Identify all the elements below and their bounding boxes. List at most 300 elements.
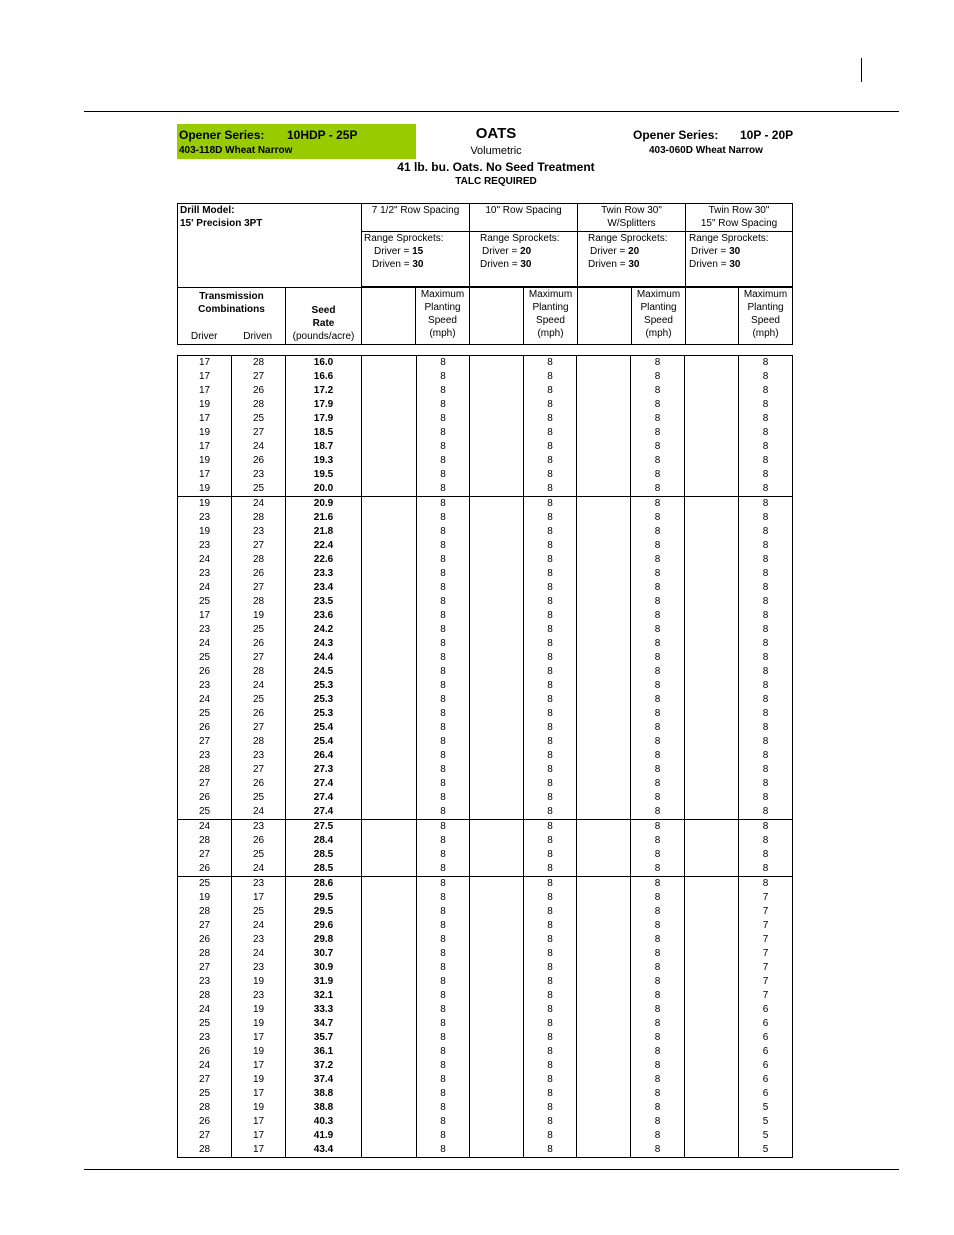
seed-rate-cell: 21.6 [286, 511, 362, 525]
driver-cell: 27 [178, 848, 232, 862]
speed-twin-15-cell: 7 [739, 919, 793, 933]
blank-cell [470, 567, 524, 581]
blank-cell [685, 862, 739, 877]
blank-cell [362, 961, 417, 975]
blank-cell [362, 412, 417, 426]
table-row [178, 1129, 793, 1143]
blank-cell [362, 1143, 417, 1158]
seed-rate-cell: 41.9 [286, 1129, 362, 1143]
seed-rate-header [286, 288, 362, 345]
blank-cell [685, 820, 739, 835]
blank-cell [685, 679, 739, 693]
seed-rate-cell: 22.4 [286, 539, 362, 553]
blank-cell [685, 1045, 739, 1059]
speed-7-5-cell: 8 [417, 834, 470, 848]
speed-7-5-cell: 8 [417, 933, 470, 947]
speed-7-5-cell: 8 [417, 735, 470, 749]
blank-cell [362, 567, 417, 581]
blank-cell [362, 440, 417, 454]
speed-10-cell: 8 [524, 933, 577, 947]
blank-cell [577, 581, 631, 595]
driven-cell: 27 [232, 651, 286, 665]
speed-twin-splitters-cell: 8 [631, 735, 685, 749]
driver-cell: 26 [178, 862, 232, 877]
blank-cell [685, 805, 739, 820]
speed-twin-splitters-cell: 8 [631, 497, 685, 512]
blank-cell [470, 440, 524, 454]
table-row [178, 919, 793, 933]
speed-twin-15-cell: 7 [739, 891, 793, 905]
speed-twin-splitters-cell: 8 [631, 721, 685, 735]
speed-10-cell: 8 [524, 1101, 577, 1115]
table-row [178, 707, 793, 721]
speed-10-cell: 8 [524, 735, 577, 749]
table-row [178, 426, 793, 440]
blank-cell [685, 581, 739, 595]
table-row [178, 609, 793, 623]
speed-7-5-cell: 8 [417, 384, 470, 398]
blank-cell [470, 665, 524, 679]
driver-cell: 19 [178, 398, 232, 412]
blank-cell [577, 398, 631, 412]
speed-twin-15-cell: 8 [739, 651, 793, 665]
seed-rate-cell: 20.0 [286, 482, 362, 497]
blank-cell [470, 482, 524, 497]
driver-cell: 27 [178, 1073, 232, 1087]
seed-rate-cell: 17.9 [286, 398, 362, 412]
blank-cell [685, 947, 739, 961]
speed-7-5-cell: 8 [417, 412, 470, 426]
speed-10-cell: 8 [524, 877, 577, 892]
speed-twin-15-cell: 8 [739, 735, 793, 749]
speed-7-5-cell: 8 [417, 721, 470, 735]
blank-cell [577, 440, 631, 454]
blank-cell [362, 609, 417, 623]
speed-twin-splitters-cell: 8 [631, 581, 685, 595]
blank-cell [577, 1031, 631, 1045]
speed-7-5-cell: 8 [417, 777, 470, 791]
driver-cell: 23 [178, 749, 232, 763]
blank-cell [577, 1087, 631, 1101]
blank-cell [577, 834, 631, 848]
speed-twin-splitters-cell: 8 [631, 553, 685, 567]
blank-cell [470, 693, 524, 707]
blank-header-1 [362, 288, 416, 345]
speed-twin-splitters-cell: 8 [631, 961, 685, 975]
seed-rate-cell: 28.5 [286, 848, 362, 862]
driven-cell: 26 [232, 384, 286, 398]
speed-twin-15-cell: 5 [739, 1115, 793, 1129]
table-row [178, 581, 793, 595]
table-row [178, 553, 793, 567]
blank-cell [362, 749, 417, 763]
blank-cell [577, 567, 631, 581]
blank-cell [577, 693, 631, 707]
driver-cell: 28 [178, 905, 232, 919]
driven-cell: 23 [232, 961, 286, 975]
table-row [178, 791, 793, 805]
blank-cell [577, 805, 631, 820]
seed-rate-cell: 18.7 [286, 440, 362, 454]
driven-cell: 28 [232, 735, 286, 749]
blank-cell [470, 595, 524, 609]
driver-cell: 27 [178, 1129, 232, 1143]
driven-cell: 25 [232, 623, 286, 637]
driver-cell: 24 [178, 1003, 232, 1017]
blank-cell [362, 947, 417, 961]
blank-cell [470, 905, 524, 919]
blank-cell [685, 735, 739, 749]
speed-7-5-cell: 8 [417, 1087, 470, 1101]
table-row [178, 975, 793, 989]
blank-cell [470, 975, 524, 989]
speed-7-5-cell: 8 [417, 679, 470, 693]
speed-7-5-cell: 8 [417, 848, 470, 862]
driver-cell: 24 [178, 820, 232, 835]
blank-cell [577, 609, 631, 623]
blank-cell [362, 525, 417, 539]
blank-cell [685, 905, 739, 919]
table-row [178, 567, 793, 581]
speed-twin-splitters-cell: 8 [631, 763, 685, 777]
table-row [178, 454, 793, 468]
blank-cell [577, 947, 631, 961]
driven-cell: 26 [232, 637, 286, 651]
blank-cell [577, 749, 631, 763]
seed-rate-cell: 22.6 [286, 553, 362, 567]
driver-cell: 17 [178, 609, 232, 623]
speed-twin-splitters-cell: 8 [631, 511, 685, 525]
rate-table-body [177, 355, 793, 1158]
transmission-header [178, 288, 286, 345]
driver-cell: 27 [178, 919, 232, 933]
speed-twin-splitters-cell: 8 [631, 919, 685, 933]
speed-10-cell: 8 [524, 581, 577, 595]
blank-cell [577, 595, 631, 609]
seed-rate-cell: 24.5 [286, 665, 362, 679]
speed-twin-15-cell: 8 [739, 356, 793, 371]
blank-cell [362, 356, 417, 371]
blank-cell [685, 1101, 739, 1115]
speed-twin-splitters-cell: 8 [631, 412, 685, 426]
driver-cell: 26 [178, 721, 232, 735]
blank-cell [577, 777, 631, 791]
speed-twin-splitters-cell: 8 [631, 595, 685, 609]
blank-cell [577, 721, 631, 735]
speed-twin-15-cell: 8 [739, 877, 793, 892]
speed-twin-15-cell: 8 [739, 862, 793, 877]
driven-cell: 26 [232, 567, 286, 581]
blank-cell [685, 525, 739, 539]
table-row [178, 595, 793, 609]
seed-rate-cell: 28.6 [286, 877, 362, 892]
blank-header-2 [470, 288, 524, 345]
speed-twin-splitters-cell: 8 [631, 370, 685, 384]
speed-twin-splitters-cell: 8 [631, 482, 685, 497]
blank-cell [577, 1129, 631, 1143]
speed-10-cell: 8 [524, 1031, 577, 1045]
blank-cell [362, 595, 417, 609]
spacing-cell-4 [686, 204, 793, 287]
driven-cell: 27 [232, 763, 286, 777]
spacing-title: 10" Row Spacing [470, 204, 577, 232]
speed-twin-splitters-cell: 8 [631, 679, 685, 693]
speed-twin-splitters-cell: 8 [631, 637, 685, 651]
speed-7-5-cell: 8 [417, 553, 470, 567]
speed-10-cell: 8 [524, 454, 577, 468]
speed-twin-15-cell: 8 [739, 440, 793, 454]
speed-7-5-cell: 8 [417, 370, 470, 384]
driven-cell: 27 [232, 721, 286, 735]
seed-rate-cell: 16.0 [286, 356, 362, 371]
table-row [178, 1073, 793, 1087]
speed-twin-splitters-cell: 8 [631, 356, 685, 371]
blank-cell [362, 1003, 417, 1017]
speed-10-cell: 8 [524, 975, 577, 989]
driver-cell: 28 [178, 834, 232, 848]
table-row [178, 356, 793, 371]
speed-7-5-cell: 8 [417, 567, 470, 581]
driver-cell: 27 [178, 961, 232, 975]
speed-10-cell: 8 [524, 356, 577, 371]
speed-twin-15-cell: 8 [739, 497, 793, 512]
blank-cell [577, 905, 631, 919]
blank-cell [470, 581, 524, 595]
blank-cell [362, 665, 417, 679]
driven-cell: 24 [232, 919, 286, 933]
table-row [178, 805, 793, 820]
driven-cell: 25 [232, 693, 286, 707]
blank-cell [577, 1073, 631, 1087]
speed-7-5-cell: 8 [417, 947, 470, 961]
speed-twin-15-cell: 8 [739, 384, 793, 398]
seed-rate-cell: 36.1 [286, 1045, 362, 1059]
speed-twin-15-cell: 6 [739, 1073, 793, 1087]
blank-cell [362, 511, 417, 525]
driven-cell: 23 [232, 933, 286, 947]
seed-rate-cell: 38.8 [286, 1101, 362, 1115]
blank-cell [470, 1087, 524, 1101]
right-opener-value: 10P - 20P [740, 128, 794, 142]
seed-rate-cell: 30.7 [286, 947, 362, 961]
seed-rate-cell: 43.4 [286, 1143, 362, 1158]
table-row [178, 497, 793, 512]
speed-twin-15-cell: 8 [739, 721, 793, 735]
speed-twin-15-cell: 8 [739, 539, 793, 553]
speed-twin-15-cell: 8 [739, 567, 793, 581]
speed-twin-splitters-cell: 8 [631, 468, 685, 482]
blank-cell [577, 637, 631, 651]
blank-cell [362, 1129, 417, 1143]
speed-twin-splitters-cell: 8 [631, 1059, 685, 1073]
table-row [178, 1045, 793, 1059]
drill-model-label: Drill Model: [180, 205, 235, 216]
blank-cell [362, 384, 417, 398]
seed-rate-cell: 27.4 [286, 791, 362, 805]
blank-cell [362, 1101, 417, 1115]
driver-cell: 19 [178, 426, 232, 440]
blank-cell [362, 820, 417, 835]
speed-7-5-cell: 8 [417, 961, 470, 975]
speed-twin-15-cell: 7 [739, 989, 793, 1003]
blank-cell [470, 1059, 524, 1073]
driver-cell: 19 [178, 525, 232, 539]
blank-cell [470, 735, 524, 749]
blank-cell [685, 651, 739, 665]
driven-cell: 17 [232, 891, 286, 905]
blank-cell [577, 919, 631, 933]
speed-10-cell: 8 [524, 862, 577, 877]
blank-cell [685, 707, 739, 721]
speed-7-5-cell: 8 [417, 1101, 470, 1115]
driver-sprocket: Driver = 15 [374, 246, 424, 257]
speed-10-cell: 8 [524, 707, 577, 721]
table-row [178, 370, 793, 384]
blank-cell [470, 454, 524, 468]
speed-10-cell: 8 [524, 370, 577, 384]
blank-cell [577, 370, 631, 384]
speed-twin-splitters-cell: 8 [631, 426, 685, 440]
spacing-title: 7 1/2" Row Spacing [362, 204, 469, 232]
blank-cell [362, 482, 417, 497]
table-row [178, 848, 793, 862]
speed-7-5-cell: 8 [417, 805, 470, 820]
blank-cell [470, 1045, 524, 1059]
blank-cell [470, 539, 524, 553]
blank-cell [685, 426, 739, 440]
speed-7-5-cell: 8 [417, 468, 470, 482]
blank-cell [362, 398, 417, 412]
speed-10-cell: 8 [524, 497, 577, 512]
driven-cell: 27 [232, 426, 286, 440]
blank-cell [362, 777, 417, 791]
blank-cell [470, 412, 524, 426]
driver-cell: 27 [178, 735, 232, 749]
driver-cell: 23 [178, 1031, 232, 1045]
blank-cell [685, 891, 739, 905]
speed-twin-splitters-cell: 8 [631, 1087, 685, 1101]
speed-twin-splitters-cell: 8 [631, 539, 685, 553]
seed-rate-cell: 16.6 [286, 370, 362, 384]
driven-cell: 28 [232, 398, 286, 412]
speed-twin-splitters-cell: 8 [631, 862, 685, 877]
speed-7-5-cell: 8 [417, 1017, 470, 1031]
table-row [178, 1101, 793, 1115]
blank-cell [685, 834, 739, 848]
speed-7-5-cell: 8 [417, 440, 470, 454]
driven-cell: 25 [232, 412, 286, 426]
speed-10-cell: 8 [524, 848, 577, 862]
seed-rate-cell: 33.3 [286, 1003, 362, 1017]
speed-twin-splitters-cell: 8 [631, 777, 685, 791]
table-row [178, 947, 793, 961]
blank-cell [470, 721, 524, 735]
driver-cell: 24 [178, 637, 232, 651]
driver-cell: 23 [178, 623, 232, 637]
table-row [178, 384, 793, 398]
blank-cell [577, 877, 631, 892]
driven-cell: 17 [232, 1129, 286, 1143]
driven-cell: 28 [232, 511, 286, 525]
table-row [178, 834, 793, 848]
driver-cell: 24 [178, 1059, 232, 1073]
speed-header-1: Maximum Planting Speed (mph) [416, 288, 470, 345]
speed-twin-splitters-cell: 8 [631, 891, 685, 905]
driver-cell: 28 [178, 989, 232, 1003]
speed-10-cell: 8 [524, 693, 577, 707]
speed-7-5-cell: 8 [417, 791, 470, 805]
speed-7-5-cell: 8 [417, 1143, 470, 1158]
speed-twin-splitters-cell: 8 [631, 877, 685, 892]
table-row [178, 877, 793, 892]
blank-cell [362, 848, 417, 862]
table-row [178, 777, 793, 791]
driven-sprocket: Driven = 30 [372, 259, 424, 270]
driven-cell: 17 [232, 1059, 286, 1073]
blank-cell [685, 693, 739, 707]
blank-cell [577, 989, 631, 1003]
speed-7-5-cell: 8 [417, 862, 470, 877]
driven-cell: 19 [232, 1003, 286, 1017]
blank-cell [470, 1129, 524, 1143]
range-sprockets-label: Range Sprockets: [588, 233, 668, 244]
table-row [178, 961, 793, 975]
seed-rate-cell: 17.9 [286, 412, 362, 426]
table-row [178, 1115, 793, 1129]
speed-twin-15-cell: 8 [739, 707, 793, 721]
speed-10-cell: 8 [524, 482, 577, 497]
table-row [178, 511, 793, 525]
blank-cell [685, 1031, 739, 1045]
seed-rate-cell: 25.3 [286, 679, 362, 693]
blank-cell [685, 1087, 739, 1101]
seed-rate-cell: 29.6 [286, 919, 362, 933]
driver-driven-labels [178, 330, 285, 343]
blank-cell [577, 707, 631, 721]
left-opener-value: 10HDP - 25P [287, 128, 358, 142]
driver-cell: 19 [178, 497, 232, 512]
speed-7-5-cell: 8 [417, 609, 470, 623]
blank-cell [577, 1003, 631, 1017]
speed-twin-splitters-cell: 8 [631, 1129, 685, 1143]
driven-cell: 26 [232, 707, 286, 721]
driven-cell: 17 [232, 1143, 286, 1158]
speed-10-cell: 8 [524, 805, 577, 820]
speed-7-5-cell: 8 [417, 356, 470, 371]
speed-header-2: Maximum Planting Speed (mph) [524, 288, 578, 345]
speed-10-cell: 8 [524, 989, 577, 1003]
speed-7-5-cell: 8 [417, 398, 470, 412]
blank-cell [362, 721, 417, 735]
speed-twin-15-cell: 6 [739, 1087, 793, 1101]
blank-cell [362, 1073, 417, 1087]
blank-cell [577, 525, 631, 539]
driver-cell: 25 [178, 805, 232, 820]
blank-cell [470, 834, 524, 848]
speed-10-cell: 8 [524, 679, 577, 693]
blank-cell [577, 1101, 631, 1115]
speed-twin-splitters-cell: 8 [631, 1115, 685, 1129]
speed-10-cell: 8 [524, 567, 577, 581]
blank-cell [685, 763, 739, 777]
speed-twin-15-cell: 8 [739, 820, 793, 835]
blank-cell [577, 539, 631, 553]
table-row [178, 412, 793, 426]
speed-7-5-cell: 8 [417, 707, 470, 721]
driver-cell: 23 [178, 975, 232, 989]
speed-10-cell: 8 [524, 525, 577, 539]
blank-cell [362, 679, 417, 693]
